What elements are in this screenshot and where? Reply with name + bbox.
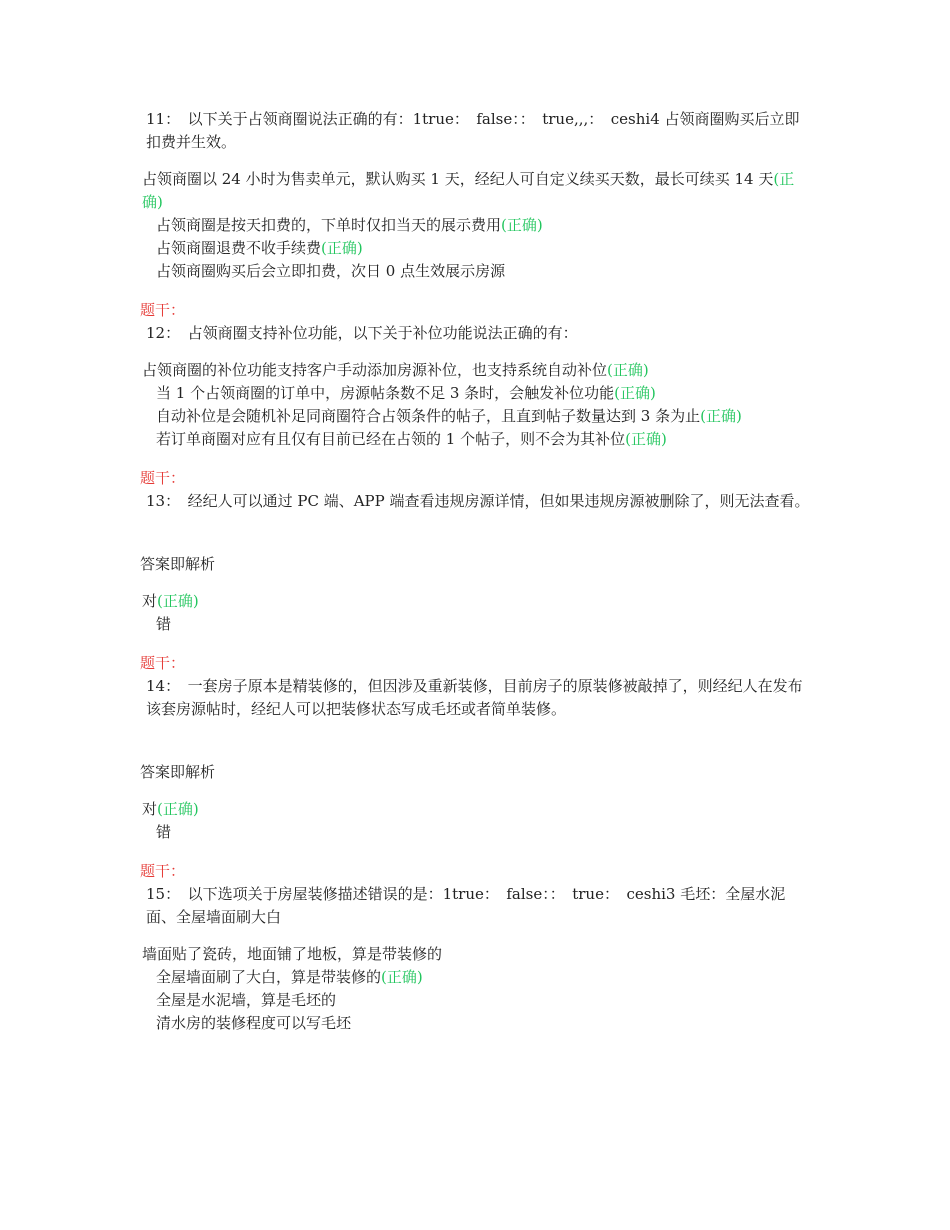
- q14-option-2: 错: [156, 823, 172, 841]
- q14-option-1: 对(正确): [142, 800, 199, 818]
- stem-label: 题干：: [140, 862, 186, 880]
- q15-option-2: 全屋墙面刷了大白，算是带装修的(正确): [156, 968, 423, 986]
- correct-mark: (正确): [157, 592, 199, 610]
- q12-option-3: 自动补位是会随机补足同商圈符合占领条件的帖子，且直到帖子数量达到 3 条为止(正确): [156, 407, 742, 425]
- correct-mark: (正确): [614, 384, 656, 402]
- q15-option-3: 全屋是水泥墙，算是毛坯的: [156, 991, 337, 1009]
- q11-option-4: 占领商圈购买后会立即扣费，次日 0 点生效展示房源: [156, 262, 506, 280]
- q15-option-4: 清水房的装修程度可以写毛坯: [156, 1014, 352, 1032]
- question-11-text: 11： 以下关于占领商圈说法正确的有：1true： false：： true,,,： ceshi4 占领商圈购买后立即扣费并生效。: [146, 110, 800, 151]
- document-body: [140, 108, 810, 1035]
- q15-option-1: 墙面贴了瓷砖，地面铺了地板，算是带装修的: [142, 945, 443, 963]
- question-12-text: 12： 占领商圈支持补位功能，以下关于补位功能说法正确的有：: [146, 324, 578, 342]
- question-14-text: 14： 一套房子原本是精装修的，但因涉及重新装修，目前房子的原装修被敲掉了，则经纪人在发布该套房源帖时，经纪人可以把装修状态写成毛坯或者简单装修。: [146, 677, 803, 718]
- q13-option-1: 对(正确): [142, 592, 199, 610]
- answer-heading: 答案即解析: [140, 555, 216, 573]
- stem-label: 题干：: [140, 469, 186, 487]
- answer-heading: 答案即解析: [140, 763, 216, 781]
- correct-mark: (正确): [625, 430, 667, 448]
- correct-mark: (正确): [381, 968, 423, 986]
- correct-mark: (正确): [142, 170, 795, 211]
- stem-label: 题干：: [140, 301, 186, 319]
- q12-option-4: 若订单商圈对应有且仅有目前已经在占领的 1 个帖子，则不会为其补位(正确): [156, 430, 667, 448]
- q12-option-1: 占领商圈的补位功能支持客户手动添加房源补位，也支持系统自动补位(正确): [142, 361, 649, 379]
- q12-option-2: 当 1 个占领商圈的订单中，房源帖条数不足 3 条时，会触发补位功能(正确): [156, 384, 656, 402]
- q11-option-3: 占领商圈退费不收手续费(正确): [156, 239, 363, 257]
- q11-option-2: 占领商圈是按天扣费的，下单时仅扣当天的展示费用(正确): [156, 216, 543, 234]
- q11-option-1: 占领商圈以 24 小时为售卖单元，默认购买 1 天，经纪人可自定义续买天数，最长可续买 14 天(正确): [142, 170, 795, 211]
- correct-mark: (正确): [607, 361, 649, 379]
- stem-label: 题干：: [140, 654, 186, 672]
- q13-option-2: 错: [156, 615, 172, 633]
- correct-mark: (正确): [501, 216, 543, 234]
- correct-mark: (正确): [157, 800, 199, 818]
- question-13-text: 13： 经纪人可以通过 PC 端、APP 端查看违规房源详情，但如果违规房源被删除了，则无法查看。: [146, 492, 810, 510]
- correct-mark: (正确): [321, 239, 363, 257]
- correct-mark: (正确): [700, 407, 742, 425]
- question-15-text: 15： 以下选项关于房屋装修描述错误的是：1true： false：： true： ceshi3 毛坯：全屋水泥面、全屋墙面刷大白: [146, 885, 786, 926]
